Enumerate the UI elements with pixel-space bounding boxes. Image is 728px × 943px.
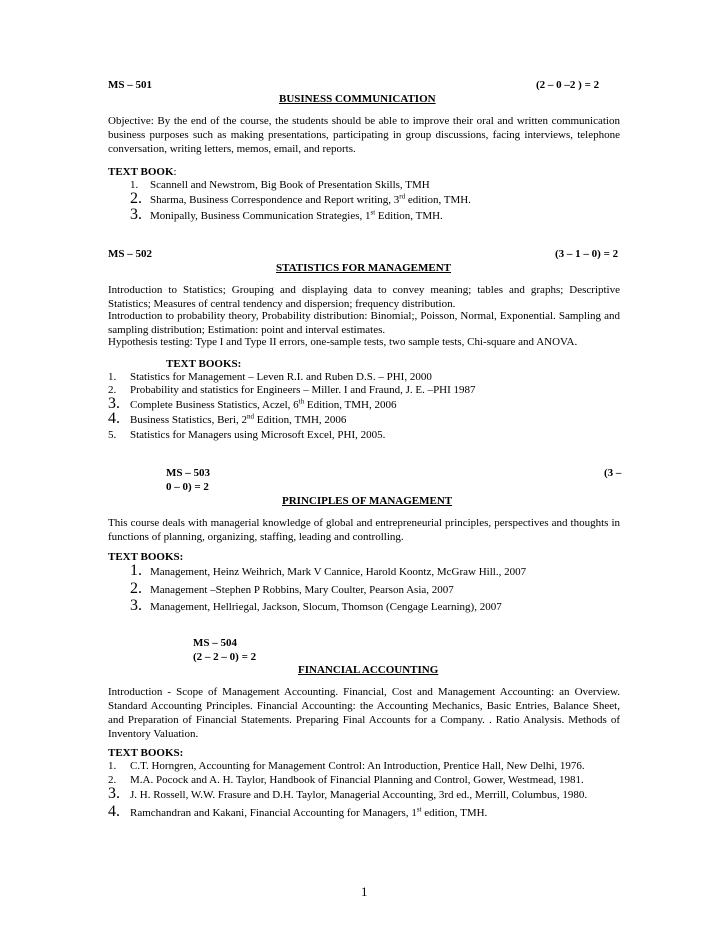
course-title: FINANCIAL ACCOUNTING (298, 664, 439, 676)
course-code: MS – 502 (108, 248, 152, 260)
books-heading: TEXT BOOKS: (108, 747, 184, 759)
book-item: 2. Sharma, Business Correspondence and Report writing, 3rd edition, TMH. (130, 190, 471, 207)
course-description: This course deals with managerial knowledge of global and entrepreneurial principles, perspectives and thoughts in functions of planning, organizing, staffing, leading and controlling. (108, 517, 620, 543)
page-number: 1 (361, 884, 368, 899)
book-item: 2. Probability and statistics for Engineers – Miller. I and Fraund, J. E. –PHI 1987 (108, 384, 476, 396)
course-code: MS – 504 (193, 637, 237, 649)
book-item: 1. Scannell and Newstrom, Big Book of Presentation Skills, TMH (130, 179, 430, 191)
course-description: Objective: By the end of the course, the students should be able to improve their oral and written communication business purposes such as making presentations, participating in group discussions, facing interviews, telephone conversation, writing letters, memos, email, and reports. (108, 115, 620, 155)
book-item: 3. Management, Hellriegal, Jackson, Slocum, Thomson (Cengage Learning), 2007 (130, 597, 502, 614)
course-description: Introduction to Statistics; Grouping and displaying data to convey meaning; tables and graphs; Descriptive Statistics; Measures of central tendency and dispersion; frequency distribution. (108, 284, 620, 310)
books-heading: TEXT BOOKS: (108, 551, 184, 563)
course-credits: (2 – 2 – 0) = 2 (193, 651, 257, 663)
book-item: 4. Business Statistics, Beri, 2nd Edition, TMH, 2006 (108, 410, 347, 427)
book-item: 2. Management –Stephen P Robbins, Mary Coulter, Pearson Asia, 2007 (130, 580, 454, 597)
book-item: 3. Complete Business Statistics, Aczel, 6th Edition, TMH, 2006 (108, 395, 397, 412)
course-credits: (2 – 0 –2 ) = 2 (536, 79, 600, 91)
course-credits: (3 – (604, 467, 622, 479)
book-item: 5. Statistics for Managers using Microsoft Excel, PHI, 2005. (108, 429, 386, 441)
course-code: MS – 501 (108, 79, 152, 91)
course-code: MS – 503 (166, 467, 210, 479)
books-heading: TEXT BOOK: (108, 166, 177, 178)
book-item: 1. Management, Heinz Weihrich, Mark V Cannice, Harold Koontz, McGraw Hill., 2007 (130, 562, 527, 579)
course-description: Hypothesis testing: Type I and Type II errors, one-sample tests, two sample tests, Chi-square and ANOVA. (108, 336, 578, 348)
course-credits-continued: 0 – 0) = 2 (166, 481, 209, 493)
course-description: Introduction - Scope of Management Accounting. Financial, Cost and Management Accounting: an Overview. Standard Accounting Principles. Financial Accounting: the Accounting Mechanics, Basic Entries, Balance Sheet, and Preparation of Financial Statements. Preparing Final Accounts for a Company. . Ratio Analysis. Methods of Inventory Valuation. (108, 686, 620, 740)
book-item: 4. Ramchandran and Kakani, Financial Accounting for Managers, 1st edition, TMH. (108, 803, 488, 820)
course-title: STATISTICS FOR MANAGEMENT (276, 262, 452, 274)
book-item: 3. Monipally, Business Communication Strategies, 1st Edition, TMH. (130, 206, 443, 223)
book-item: 1. C.T. Horngren, Accounting for Management Control: An Introduction, Prentice Hall, New Delhi, 1976. (108, 760, 585, 772)
book-item: 2. M.A. Pocock and A. H. Taylor, Handbook of Financial Planning and Control, Gower, Westmead, 1981. (108, 774, 584, 786)
book-item: 3. J. H. Rossell, W.W. Frasure and D.H. Taylor, Managerial Accounting, 3rd ed., Merrill, Columbus, 1980. (108, 785, 588, 802)
books-heading: TEXT BOOKS: (166, 358, 242, 370)
course-title: PRINCIPLES OF MANAGEMENT (282, 495, 453, 507)
course-description: Introduction to probability theory, Probability distribution: Binomial;, Poisson, Normal, Exponential. Sampling and sampling distribution; Estimation: point and interval estimates. (108, 310, 620, 336)
course-credits: (3 – 1 – 0) = 2 (555, 248, 619, 260)
course-title: BUSINESS COMMUNICATION (279, 93, 436, 105)
book-item: 1. Statistics for Management – Leven R.I. and Ruben D.S. – PHI, 2000 (108, 371, 432, 383)
